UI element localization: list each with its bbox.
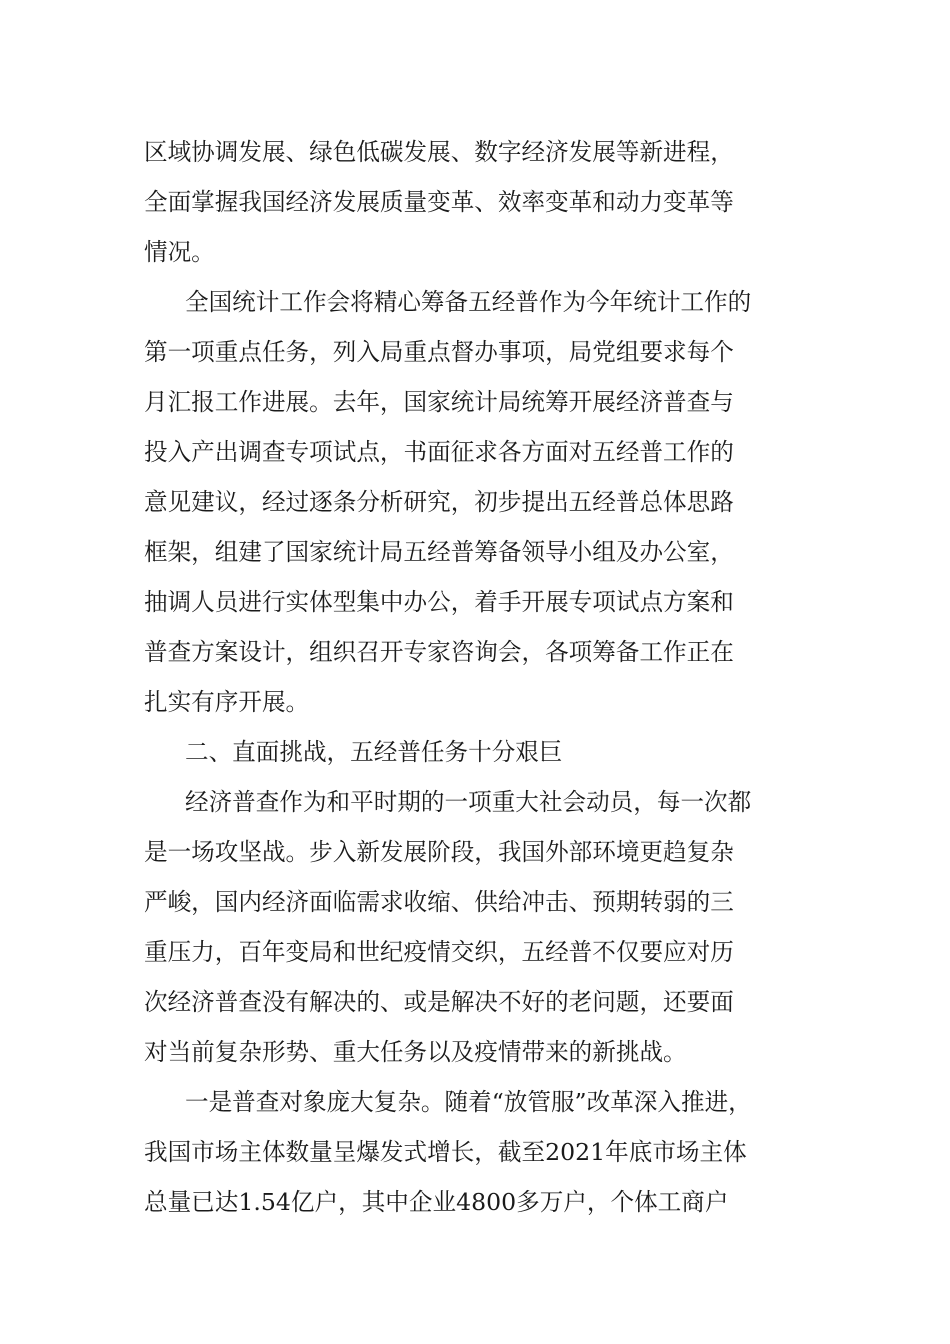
text-line: 全面掌握我国经济发展质量变革、效率变革和动力变革等 — [144, 188, 734, 216]
text-line: 普查方案设计，组织召开专家咨询会，各项筹备工作正在 — [144, 638, 734, 666]
text-line: 月汇报工作进展。去年，国家统计局统筹开展经济普查与 — [144, 388, 734, 416]
text-line: 第一项重点任务，列入局重点督办事项，局党组要求每个 — [144, 338, 734, 366]
text-line: 情况。 — [144, 238, 215, 266]
text-line: 框架，组建了国家统计局五经普筹备领导小组及办公室， — [144, 538, 734, 566]
paragraph-start-line: 经济普查作为和平时期的一项重大社会动员，每一次都 — [185, 788, 752, 816]
text-line: 意见建议，经过逐条分析研究，初步提出五经普总体思路 — [144, 488, 734, 516]
text-line: 对当前复杂形势、重大任务以及疫情带来的新挑战。 — [144, 1038, 687, 1066]
paragraph-start-line: 全国统计工作会将精心筹备五经普作为今年统计工作的 — [185, 288, 752, 316]
section-heading: 二、直面挑战，五经普任务十分艰巨 — [185, 738, 563, 766]
text-line: 扎实有序开展。 — [144, 688, 310, 716]
paragraph-start-line: 一是普查对象庞大复杂。随着“放管服”改革深入推进， — [185, 1088, 752, 1116]
text-line: 区域协调发展、绿色低碳发展、数字经济发展等新进程， — [144, 138, 734, 166]
text-line: 我国市场主体数量呈爆发式增长，截至2021年底市场主体 — [144, 1138, 747, 1166]
text-line: 是一场攻坚战。步入新发展阶段，我国外部环境更趋复杂 — [144, 838, 734, 866]
text-line: 严峻，国内经济面临需求收缩、供给冲击、预期转弱的三 — [144, 888, 734, 916]
text-line: 重压力，百年变局和世纪疫情交织，五经普不仅要应对历 — [144, 938, 734, 966]
text-line: 次经济普查没有解决的、或是解决不好的老问题，还要面 — [144, 988, 734, 1016]
text-line: 抽调人员进行实体型集中办公，着手开展专项试点方案和 — [144, 588, 734, 616]
text-line: 总量已达1.54亿户，其中企业4800多万户，个体工商户 — [144, 1188, 729, 1216]
text-line: 投入产出调查专项试点，书面征求各方面对五经普工作的 — [144, 438, 734, 466]
